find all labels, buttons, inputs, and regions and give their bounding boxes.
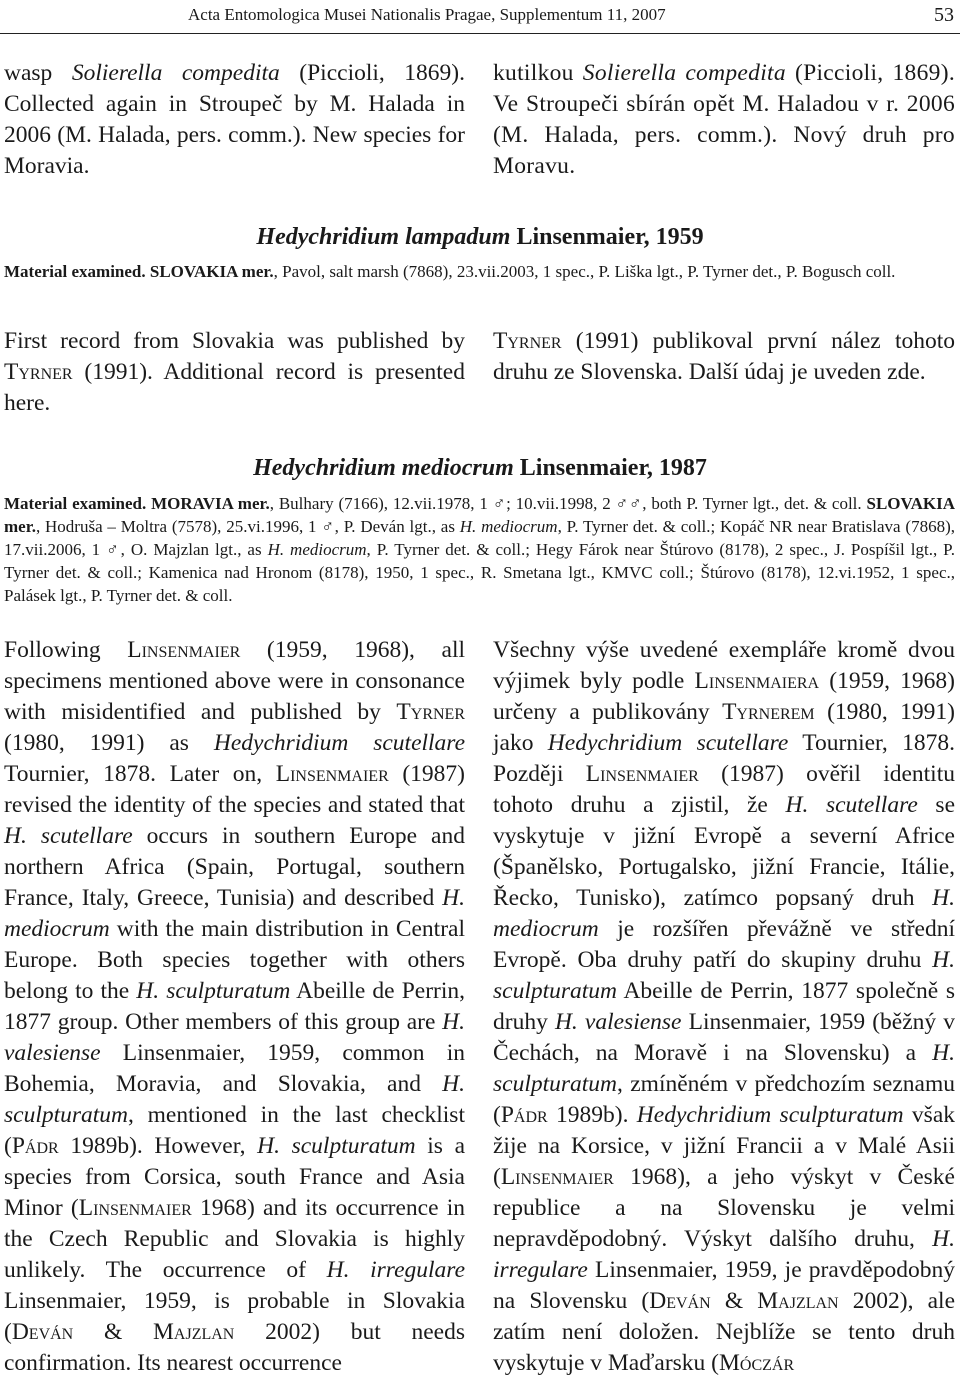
species-heading-lampadum: Hedychridium lampadum Linsenmaier, 1959	[256, 224, 704, 250]
mediocrum-en-paragraph: Following Linsenmaier (1959, 1968), all specimens mentioned above were in consonance with misidentified and published by Tyrner (1980, 1991) as Hedychridium scutellare Tournier, 1878. Later on, Linsenmaier (1987) revised the identity of the species and stated that H. scutellare occurs in southern Europe and northern Africa (Spain, Portugal, southern France, Italy, Greece, Tunisia) and described H. mediocrum with the main distribution in Central Europe. Both species together with others belong to the H. sculpturatum Abeille de Perrin, 1877 group. Other members of this group are H. valesiense Linsenmaier, 1959, common in Bohemia, Moravia, and Slovakia, and H. sculpturatum, mentioned in the last checklist (Pádr 1989b). However, H. sculpturatum is a species from Corsica, south France and Asia Minor (Linsenmaier 1968) and its occurrence in the Czech Republic and Slovakia is highly unlikely. The occurrence of H. irregulare Linsenmaier, 1959, is probable in Slovakia (Deván & Majzlan 2002) but needs confirmation. Its nearest occurrence	[4, 637, 466, 1376]
mediocrum-en-column	[4, 635, 465, 1379]
running-header	[0, 0, 960, 30]
mediocrum-cz-column	[493, 635, 955, 1379]
material-examined-lampadum: Material examined. SLOVAKIA mer., Pavol, salt marsh (7868), 23.vii.2003, 1 spec., P. Liška lgt., P. Tyrner det., P. Bogusch coll.	[4, 262, 896, 281]
intro-en-column	[4, 58, 465, 182]
page-number: 53	[934, 4, 954, 26]
lampadum-en-paragraph: First record from Slovakia was published by Tyrner (1991). Additional record is presented here.	[4, 328, 465, 416]
intro-cz-paragraph: kutilkou Solierella compedita (Piccioli, 1869). Ve Stroupeči sbírán opět M. Haladou v r. 2006 (M. Halada, pers. comm.). Nový druh pro Moravu.	[493, 60, 955, 179]
material-examined-mediocrum: Material examined. MORAVIA mer., Bulhary (7166), 12.vii.1978, 1 ♂; 10.vii.1998, 2 ♂♂, both P. Tyrner lgt., det. & coll. SLOVAKIA mer., Hodruša – Moltra (7578), 25.vi.1996, 1 ♂, P. Deván lgt., as H. mediocrum, P. Tyrner det. & coll.; Kopáč NR near Bratislava (7868), 17.vii.2006, 1 ♂, O. Majzlan lgt., as H. mediocrum, P. Tyrner det. & coll.; Hegy Fárok near Štúrovo (8178), 2 spec., J. Pospíšil lgt., P. Tyrner det. & coll.; Kamenica nad Hronom (8178), 1950, 1 spec., R. Smetana lgt., KMVC coll.; Štúrovo (8178), 12.vi.1952, 1 spec., Palásek lgt., P. Tyrner det. & coll.	[4, 494, 956, 605]
header-rule	[0, 33, 960, 34]
intro-en-paragraph: wasp Solierella compedita (Piccioli, 1869). Collected again in Stroupeč by M. Halada in 2006 (M. Halada, pers. comm.). New species for Moravia.	[4, 60, 466, 179]
journal-title: Acta Entomologica Musei Nationalis Pragae, Supplementum 11, 2007	[188, 5, 666, 24]
mediocrum-cz-paragraph: Všechny výše uvedené exempláře kromě dvou výjimek byly podle Linsenmaiera (1959, 1968) určeny a publikovány Tyrnerem (1980, 1991) jako Hedychridium scutellare Tournier, 1878. Později Linsenmaier (1987) ověřil identitu tohoto druhu a zjistil, že H. scutellare se vyskytuje v jižní Evropě a severní Africe (Španělsko, Portugalsko, jižní Francie, Itálie, Řecko, Tunisko), zatímco popsaný druh H. mediocrum je rozšířen převážně ve střední Evropě. Oba druhy patří do skupiny druhu H. sculpturatum Abeille de Perrin, 1877 společně s druhy H. valesiense Linsenmaier, 1959 (běžný v Čechách, na Moravě i na Slovensku) a H. sculpturatum, zmíněném v předchozím seznamu (Pádr 1989b). Hedychridium sculpturatum však žije na Korsice, v jižní Francii a v Malé Asii (Linsenmaier 1968), a jeho výskyt v České republice a na Slovensku je velmi nepravděpodobný. Výskyt dalšího druhu, H. irregulare Linsenmaier, 1959, je pravděpodobný na Slovensku (Deván & Majzlan 2002), ale zatím není doložen. Nejblíže se tento druh vyskytuje v Maďarsku (Móczár	[493, 637, 956, 1376]
lampadum-cz-column	[493, 326, 955, 388]
lampadum-cz-paragraph: Tyrner (1991) publikoval první nález tohoto druhu ze Slovenska. Další údaj je uveden zde.	[493, 328, 955, 385]
species-heading-mediocrum: Hedychridium mediocrum Linsenmaier, 1987	[253, 455, 707, 481]
intro-cz-column	[493, 58, 955, 182]
lampadum-en-column	[4, 326, 465, 419]
